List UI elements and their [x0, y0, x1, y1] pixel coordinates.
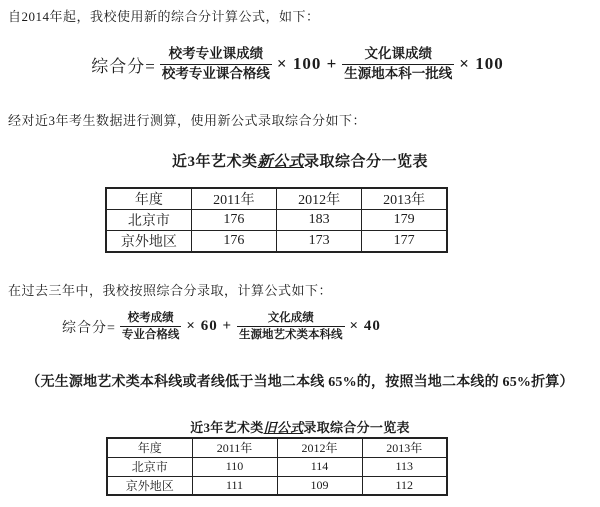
formula-operator: × 100 — [459, 54, 504, 74]
title-suffix: 录取综合分一览表 — [303, 420, 410, 435]
table-header-cell: 2011年 — [192, 438, 277, 457]
table-header-row — [107, 438, 447, 457]
table-row — [107, 457, 447, 476]
fraction — [120, 311, 182, 343]
fraction-numerator: 校考成绩 — [120, 311, 182, 327]
table-header-cell: 2013年 — [362, 438, 447, 457]
intro-paragraph: 自2014年起，我校使用新的综合分计算公式，如下： — [8, 9, 320, 24]
title-prefix: 近3年艺术类 — [190, 420, 264, 435]
row-label-cell: 京外地区 — [107, 476, 192, 495]
fraction-numerator: 校考专业课成绩 — [160, 46, 272, 65]
table-header-cell: 年度 — [106, 188, 191, 210]
new-formula — [0, 46, 600, 83]
old-formula-table — [106, 437, 448, 496]
fraction-denominator: 生源地艺术类本科线 — [239, 329, 343, 342]
formula-label: 综合分= — [91, 56, 156, 76]
fraction-denominator: 校考专业课合格线 — [161, 65, 270, 81]
fraction-denominator: 专业合格线 — [121, 329, 180, 342]
table-row — [106, 231, 447, 253]
table-row — [107, 476, 447, 495]
table-cell: 173 — [277, 231, 362, 253]
title-suffix: 录取综合分一览表 — [304, 154, 429, 170]
table-cell: 109 — [277, 476, 362, 495]
table-cell: 177 — [362, 231, 447, 253]
fraction-numerator: 文化课成绩 — [342, 46, 454, 65]
table-row — [106, 210, 447, 231]
title-emphasis: 新公式 — [257, 154, 304, 170]
measure-paragraph: 经对近3年考生数据进行测算，使用新公式录取综合分如下： — [8, 113, 367, 128]
old-table-title — [0, 417, 600, 436]
new-formula-table — [105, 187, 448, 253]
fraction — [160, 46, 272, 83]
conversion-note: （无生源地艺术类本科线或者线低于当地二本线 65%的，按照当地二本线的 65%折算） — [26, 375, 574, 390]
formula-operator: × 40 — [349, 318, 381, 335]
formula-label: 综合分= — [62, 320, 116, 336]
row-label-cell: 京外地区 — [106, 231, 191, 253]
table-header-cell: 2012年 — [277, 438, 362, 457]
row-label-cell: 北京市 — [106, 210, 191, 231]
table-cell: 176 — [191, 210, 276, 231]
table-cell: 112 — [362, 476, 447, 495]
table-header-row — [106, 188, 447, 210]
fraction-numerator: 文化成绩 — [237, 311, 345, 327]
table-header-cell: 年度 — [107, 438, 192, 457]
table-cell: 114 — [277, 457, 362, 476]
formula-operator: × 100 + — [276, 54, 338, 74]
title-emphasis: 旧公式 — [263, 420, 304, 435]
past-paragraph: 在过去三年中，我校按照综合分录取，计算公式如下： — [8, 283, 333, 298]
table-cell: 110 — [192, 457, 277, 476]
table-header-cell: 2012年 — [277, 188, 362, 210]
fraction-denominator: 生源地本科一批线 — [344, 65, 453, 81]
table-cell: 179 — [362, 210, 447, 231]
old-formula — [62, 311, 386, 343]
table-header-cell: 2011年 — [191, 188, 276, 210]
fraction — [342, 46, 454, 83]
title-prefix: 近3年艺术类 — [171, 154, 258, 170]
formula-operator: × 60 + — [186, 318, 233, 335]
table-cell: 111 — [192, 476, 277, 495]
table-cell: 176 — [191, 231, 276, 253]
new-table-title — [0, 150, 600, 171]
table-cell: 183 — [277, 210, 362, 231]
row-label-cell: 北京市 — [107, 457, 192, 476]
table-header-cell: 2013年 — [362, 188, 447, 210]
table-cell: 113 — [362, 457, 447, 476]
fraction — [237, 311, 345, 343]
